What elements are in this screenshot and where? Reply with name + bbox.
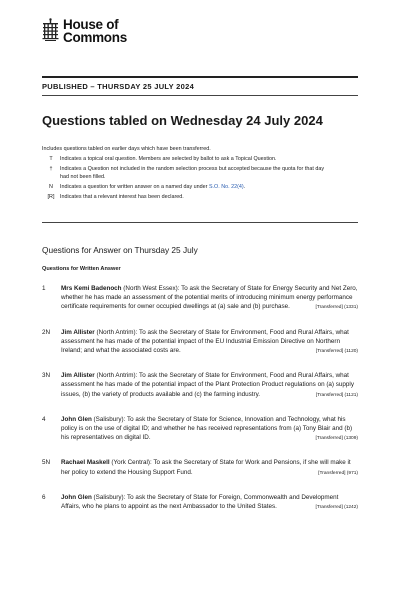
published-date: PUBLISHED – THURSDAY 25 JULY 2024 — [42, 82, 195, 91]
question-body — [61, 371, 358, 400]
constituency: (North Antrim): — [94, 372, 140, 380]
question-text: To ask the Secretary of State for Science, Innovation and Technology, what his policy is on the use of digital ID; and whether he has received representations from (a) Tony Blair and (b) his representatives on digital ID. — [61, 415, 353, 442]
key-description-text: Indicates a question for written answer on a named day under — [60, 183, 209, 190]
key-item-relevant-interest — [42, 194, 362, 201]
question-number: 6 — [42, 493, 46, 501]
question-number: 5N — [42, 459, 51, 467]
key-description — [60, 184, 330, 191]
question-text: To ask the Secretary of State for Environment, Food and Rural Affairs, what assessment he has made of the potential impact of the EU Industrial Emission Directive on Northern Ireland; and what the associated costs are. — [61, 328, 349, 355]
questions-list — [42, 284, 358, 527]
constituency: (Salisbury): — [91, 493, 128, 501]
question-number: 1 — [42, 285, 46, 292]
member-name: Mrs Kemi Badenoch — [61, 285, 122, 292]
question-text: To ask the Secretary of State for Environment, Food and Rural Affairs, what assessment he has made of the potential impact of the Plant Protection Product regulations on (a) supply issues, (b) the variety of products available and (c) the farming industry. — [61, 372, 354, 398]
member-name: Jim Allister — [61, 372, 95, 380]
key-symbol: † — [49, 166, 53, 173]
question-reference: [Transferred] (1309) — [315, 436, 358, 442]
question-body — [61, 458, 358, 477]
key-description-end: . — [243, 183, 246, 190]
key-symbol: N — [49, 183, 53, 190]
question-item — [42, 493, 358, 512]
key-description: Indicates a Question not included in the random selection process but accepted because the quota for that day had not been filled. — [60, 166, 325, 180]
question-number: 4 — [42, 415, 46, 423]
question-reference: [Transferred] (1331) — [315, 305, 358, 311]
question-item — [42, 284, 358, 313]
key-item-dagger — [42, 166, 362, 180]
key-description: Indicates that a relevant interest has been declared. — [60, 194, 184, 201]
question-item — [42, 415, 358, 444]
intro-text: Includes questions tabled on earlier days which have been transferred. — [42, 146, 211, 152]
house-of-commons-logo — [42, 18, 127, 44]
question-item — [42, 328, 358, 357]
constituency: (North West Essex): — [121, 285, 182, 292]
key-item-named-day — [42, 184, 362, 191]
question-item — [42, 371, 358, 400]
question-body — [61, 328, 358, 357]
standing-order-link[interactable]: S.O. No. 22(4) — [208, 183, 244, 190]
question-body — [61, 493, 358, 512]
question-reference: [Transferred] (1120) — [315, 349, 358, 355]
logo-wordmark — [63, 18, 127, 44]
member-name: Jim Allister — [61, 328, 95, 336]
key-item-topical — [42, 156, 362, 163]
key-symbol: T — [49, 156, 53, 162]
member-name: Rachael Maskell — [61, 459, 110, 467]
question-reference: [Transferred] (1121) — [315, 392, 358, 398]
logo-line-2: Commons — [63, 30, 127, 45]
constituency: (York Central): — [109, 459, 154, 467]
key-rule — [42, 222, 358, 223]
header-rule-top — [42, 76, 358, 78]
symbol-key — [42, 156, 362, 205]
question-text: To ask the Secretary of State for Energy Security and Net Zero, whether he has made an assessment of the potential merits of introducing minimum energy performance certificate requirements for owner occupied dwellings at (a) sale and (b) purchase. — [61, 285, 358, 311]
header-rule-bottom — [42, 95, 358, 96]
question-reference: [Transferred] (1242) — [315, 505, 358, 511]
constituency: (North Antrim): — [94, 328, 140, 336]
question-number: 3N — [42, 372, 51, 380]
section-title: Questions for Answer on Thursday 25 July — [42, 245, 198, 255]
member-name: John Glen — [61, 415, 92, 423]
member-name: John Glen — [61, 493, 92, 501]
key-description: Indicates a topical oral question. Members are selected by ballot to ask a Topical Question. — [60, 156, 277, 162]
key-symbol: [R] — [47, 194, 55, 201]
question-item — [42, 458, 358, 477]
logo-line-1: House of — [63, 17, 119, 32]
question-text: To ask the Secretary of State for Foreign, Commonwealth and Development Affairs, who he plans to appoint as the next Ambassador to the United States. — [61, 493, 339, 511]
question-reference: [Transferred] (971) — [318, 470, 358, 476]
page-title: Questions tabled on Wednesday 24 July 2024 — [42, 113, 323, 128]
question-body — [61, 415, 358, 444]
portcullis-icon — [42, 18, 59, 42]
question-body — [61, 284, 358, 313]
question-text: To ask the Secretary of State for Work and Pensions, if she will make it her policy to extend the Housing Support Fund. — [61, 459, 351, 476]
subsection-title: Questions for Written Answer — [42, 266, 121, 272]
question-number: 2N — [42, 328, 51, 336]
constituency: (Salisbury): — [91, 415, 128, 423]
